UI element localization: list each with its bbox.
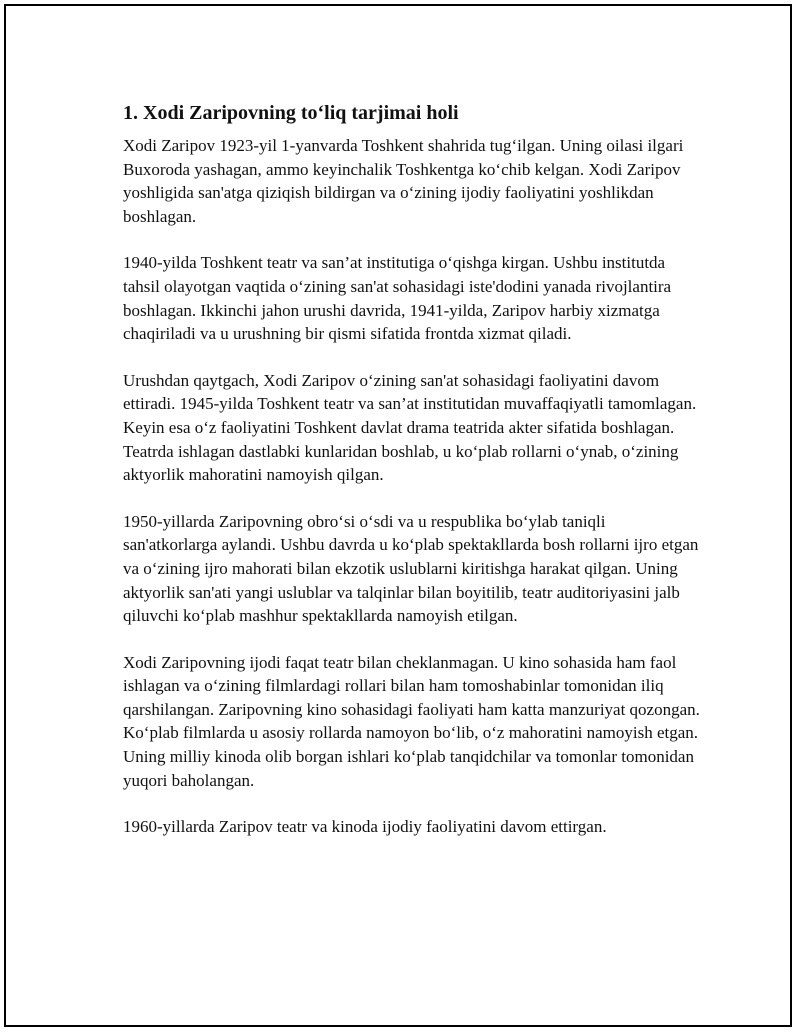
- paragraph-2: 1940-yilda Toshkent teatr va san’at institutiga o‘qishga kirgan. Ushbu institutda tahsil olayotgan vaqtida o‘zining san'at sohasidagi iste'dodini yanada rivojlantira boshlagan. Ikkinchi jahon urushi davrida, 1941-yilda, Zaripov harbiy xizmatga chaqiriladi va u urushning bir qismi sifatida frontda xizmat qiladi.: [123, 253, 672, 344]
- section-heading: 1. Xodi Zaripovning to‘liq tarjimai holi: [123, 102, 459, 124]
- paragraph-3: Urushdan qaytgach, Xodi Zaripov o‘zining san'at sohasidagi faoliyatini davom ettiradi. 1945-yilda Toshkent teatr va san’at institutidan muvaffaqiyatli tamomlagan. Keyin esa o‘z faoliyatini Toshkent davlat drama teatrida akter sifatida boshlagan. Teatrda ishlagan dastlabki kunlaridan boshlab, u ko‘plab rollarni o‘ynab, o‘zining aktyorlik mahoratini namoyish qilgan.: [123, 370, 697, 485]
- paragraph-1: Xodi Zaripov 1923-yil 1-yanvarda Toshkent shahrida tug‘ilgan. Uning oilasi ilgari Buxoroda yashagan, ammo keyinchalik Toshkentga ko‘chib kelgan. Xodi Zaripov yoshligida san'atga qiziqish bildirgan va o‘zining ijodiy faoliyatini yoshlikdan boshlagan.: [123, 136, 684, 226]
- paragraph-5: Xodi Zaripovning ijodi faqat teatr bilan cheklanmagan. U kino sohasida ham faol ishlagan va o‘zining filmlardagi rollari bilan ham tomoshabinlar tomonidan iliq qarshilangan. Zaripovning kino sohasidagi faoliyati ham katta manzuriyat qozongan. Ko‘plab filmlarda u asosiy rollarda namoyon bo‘lib, o‘z mahoratini namoyish etgan. Uning milliy kinoda olib borgan ishlari ko‘plab tanqidchilar va tomonlar tomonidan yuqori baholangan.: [123, 652, 700, 790]
- paragraph-6: 1960-yillarda Zaripov teatr va kinoda ijodiy faoliyatini davom ettirgan.: [123, 817, 607, 837]
- page-frame: [4, 4, 792, 1027]
- paragraph-4: 1950-yillarda Zaripovning obro‘si o‘sdi va u respublika bo‘ylab taniqli san'atkorlarga aylandi. Ushbu davrda u ko‘plab spektakllarda bosh rollarni ijro etgan va o‘zining ijro mahorati bilan ekzotik uslublarni kiritishga harakat qilgan. Uning aktyorlik san'ati yangi uslublar va talqinlar bilan boyitilib, teatr auditoriyasini jalb qiluvchi ko‘plab mashhur spektakllarda namoyish etilgan.: [123, 511, 699, 626]
- document-body: [123, 100, 703, 862]
